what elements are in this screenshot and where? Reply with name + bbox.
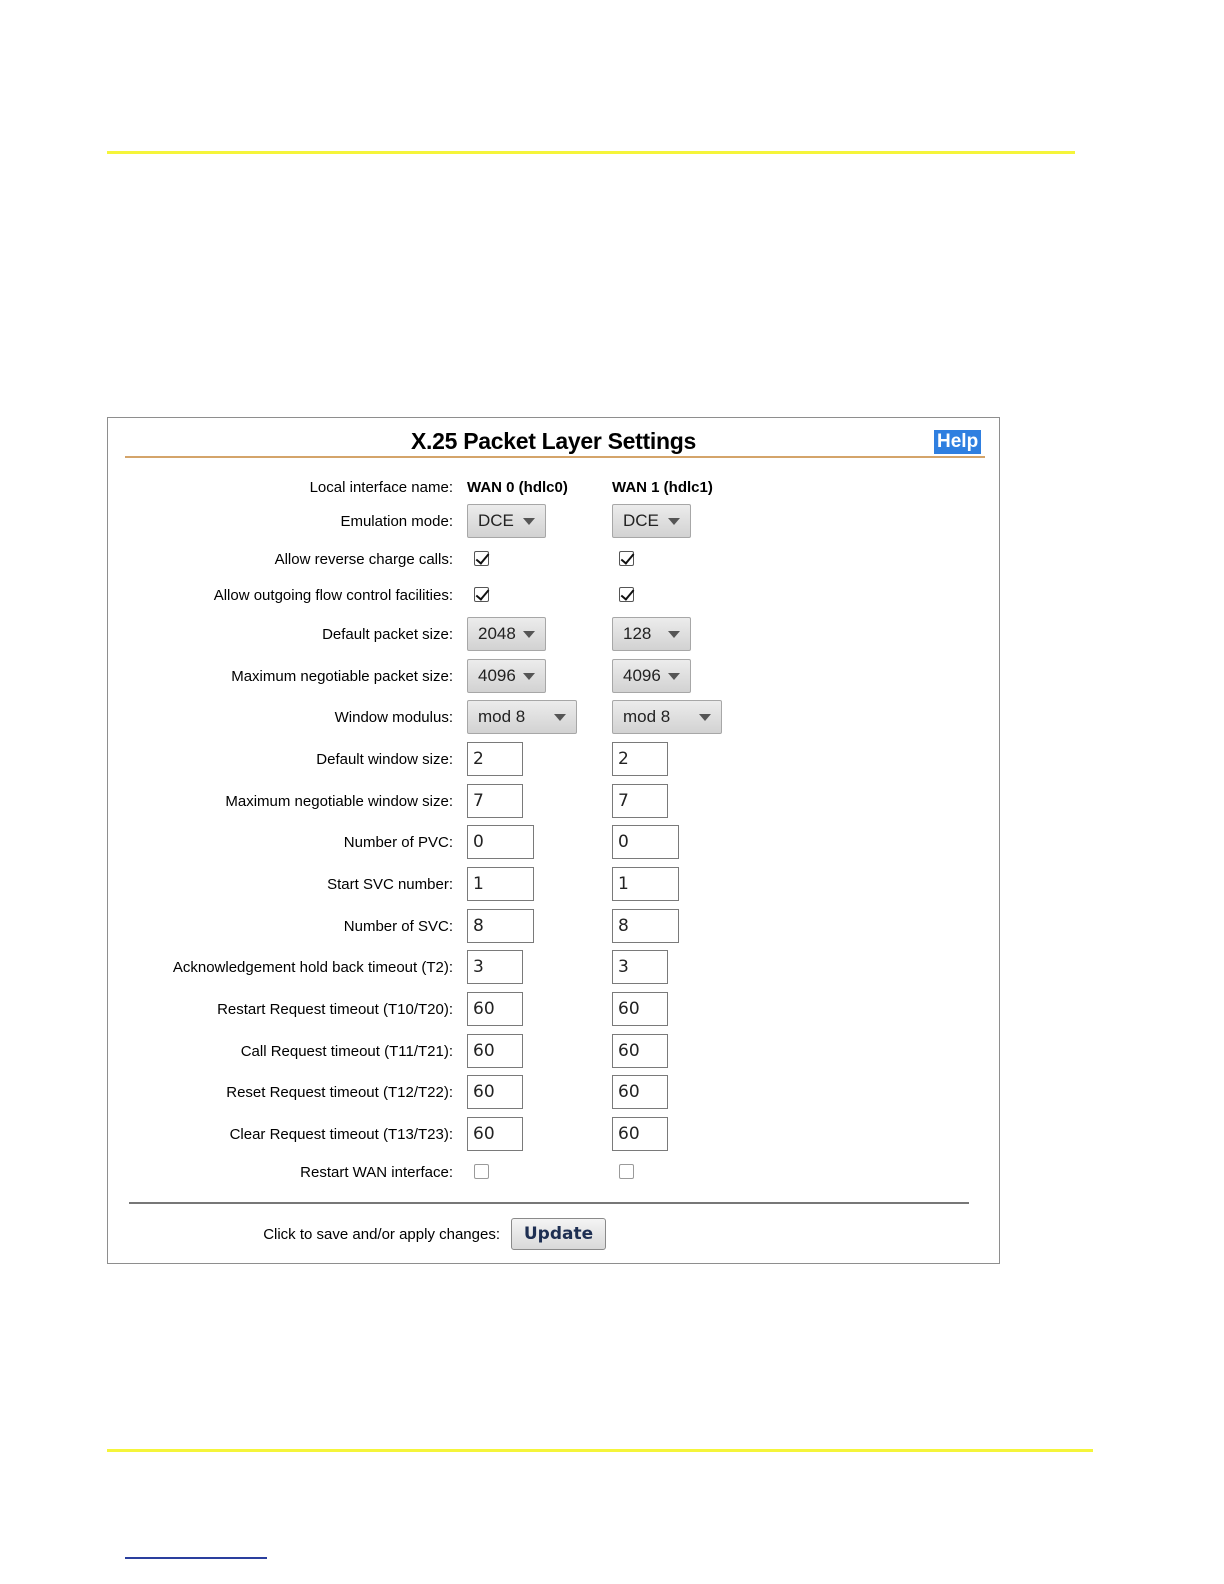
wan0-t11-input[interactable]: 60 bbox=[467, 1034, 523, 1068]
wan0-default-packet-value: 2048 bbox=[478, 624, 516, 643]
wan1-flow-control-checkbox[interactable] bbox=[619, 587, 634, 602]
label-start-svc: Start SVC number: bbox=[327, 876, 453, 893]
row-flow-control bbox=[108, 578, 999, 614]
row-emulation-mode bbox=[108, 504, 999, 540]
help-button[interactable]: Help bbox=[934, 430, 981, 454]
save-changes-label: Click to save and/or apply changes: bbox=[263, 1226, 500, 1243]
wan1-start-svc-input[interactable]: 1 bbox=[612, 867, 679, 901]
wan0-default-packet-select[interactable] bbox=[467, 617, 546, 651]
wan0-interface-name: WAN 0 (hdlc0) bbox=[467, 479, 568, 496]
label-t12-timeout: Reset Request timeout (T12/T22): bbox=[226, 1084, 453, 1101]
wan1-restart-checkbox[interactable] bbox=[619, 1164, 634, 1179]
wan1-emulation-value: DCE bbox=[623, 511, 659, 530]
wan0-start-svc-input[interactable]: 1 bbox=[467, 867, 534, 901]
wan0-max-packet-value: 4096 bbox=[478, 666, 516, 685]
row-default-packet-size bbox=[108, 617, 999, 653]
chevron-down-icon bbox=[699, 714, 711, 721]
row-number-of-svc bbox=[108, 909, 999, 945]
wan0-max-packet-select[interactable] bbox=[467, 659, 546, 693]
chevron-down-icon bbox=[523, 518, 535, 525]
x25-settings-panel bbox=[107, 417, 1000, 1264]
label-reverse-charge: Allow reverse charge calls: bbox=[274, 551, 453, 568]
footer-divider bbox=[129, 1202, 969, 1204]
row-max-window-size bbox=[108, 784, 999, 820]
wan1-default-packet-select[interactable] bbox=[612, 617, 691, 651]
wan0-max-window-input[interactable]: 7 bbox=[467, 784, 523, 818]
wan0-restart-checkbox[interactable] bbox=[474, 1164, 489, 1179]
label-max-window-size: Maximum negotiable window size: bbox=[225, 793, 453, 810]
label-emulation-mode: Emulation mode: bbox=[340, 513, 453, 530]
label-default-window-size: Default window size: bbox=[316, 751, 453, 768]
wan0-number-of-svc-input[interactable]: 8 bbox=[467, 909, 534, 943]
label-window-modulus: Window modulus: bbox=[334, 709, 453, 726]
wan1-window-modulus-select[interactable] bbox=[612, 700, 722, 734]
label-t11-timeout: Call Request timeout (T11/T21): bbox=[240, 1043, 453, 1060]
row-t11-timeout bbox=[108, 1034, 999, 1070]
wan0-emulation-select[interactable] bbox=[467, 504, 546, 538]
row-default-window-size bbox=[108, 742, 999, 778]
row-t13-timeout bbox=[108, 1117, 999, 1153]
row-t12-timeout bbox=[108, 1075, 999, 1111]
wan0-t13-input[interactable]: 60 bbox=[467, 1117, 523, 1151]
wan1-t11-input[interactable]: 60 bbox=[612, 1034, 668, 1068]
label-t10-timeout: Restart Request timeout (T10/T20): bbox=[217, 1001, 453, 1018]
wan0-window-modulus-value: mod 8 bbox=[478, 707, 526, 726]
row-t10-timeout bbox=[108, 992, 999, 1028]
label-number-of-pvc: Number of PVC: bbox=[343, 834, 453, 851]
row-start-svc bbox=[108, 867, 999, 903]
chevron-down-icon bbox=[668, 518, 680, 525]
wan0-t2-input[interactable]: 3 bbox=[467, 950, 523, 984]
label-t2-timeout: Acknowledgement hold back timeout (T2): bbox=[172, 959, 453, 976]
wan1-t12-input[interactable]: 60 bbox=[612, 1075, 668, 1109]
wan0-emulation-value: DCE bbox=[478, 511, 514, 530]
wan1-max-window-input[interactable]: 7 bbox=[612, 784, 668, 818]
update-button[interactable]: Update bbox=[511, 1218, 606, 1250]
wan1-interface-name: WAN 1 (hdlc1) bbox=[612, 479, 713, 496]
row-reverse-charge bbox=[108, 542, 999, 578]
chevron-down-icon bbox=[523, 631, 535, 638]
wan1-number-of-svc-input[interactable]: 8 bbox=[612, 909, 679, 943]
wan0-reverse-charge-checkbox[interactable] bbox=[474, 551, 489, 566]
wan0-t10-input[interactable]: 60 bbox=[467, 992, 523, 1026]
page-footer-rule bbox=[107, 1449, 1093, 1452]
chevron-down-icon bbox=[668, 673, 680, 680]
wan0-default-window-input[interactable]: 2 bbox=[467, 742, 523, 776]
label-flow-control: Allow outgoing flow control facilities: bbox=[213, 587, 453, 604]
chevron-down-icon bbox=[554, 714, 566, 721]
wan1-reverse-charge-checkbox[interactable] bbox=[619, 551, 634, 566]
row-number-of-pvc bbox=[108, 825, 999, 861]
row-interface-name bbox=[108, 470, 999, 506]
label-t13-timeout: Clear Request timeout (T13/T23): bbox=[229, 1126, 453, 1143]
wan1-emulation-select[interactable] bbox=[612, 504, 691, 538]
label-default-packet-size: Default packet size: bbox=[322, 626, 453, 643]
wan1-default-window-input[interactable]: 2 bbox=[612, 742, 668, 776]
wan1-t10-input[interactable]: 60 bbox=[612, 992, 668, 1026]
wan1-default-packet-value: 128 bbox=[623, 624, 652, 643]
page-header-rule bbox=[107, 151, 1075, 154]
panel-title: X.25 Packet Layer Settings bbox=[411, 428, 696, 454]
chevron-down-icon bbox=[668, 631, 680, 638]
row-restart-wan bbox=[108, 1155, 999, 1191]
wan0-window-modulus-select[interactable] bbox=[467, 700, 577, 734]
wan1-max-packet-select[interactable] bbox=[612, 659, 691, 693]
wan0-flow-control-checkbox[interactable] bbox=[474, 587, 489, 602]
row-window-modulus bbox=[108, 700, 999, 736]
footnote-rule bbox=[125, 1557, 267, 1559]
label-number-of-svc: Number of SVC: bbox=[343, 918, 453, 935]
wan1-number-of-pvc-input[interactable]: 0 bbox=[612, 825, 679, 859]
wan1-t2-input[interactable]: 3 bbox=[612, 950, 668, 984]
wan1-max-packet-value: 4096 bbox=[623, 666, 661, 685]
wan0-t12-input[interactable]: 60 bbox=[467, 1075, 523, 1109]
wan0-number-of-pvc-input[interactable]: 0 bbox=[467, 825, 534, 859]
row-max-packet-size bbox=[108, 659, 999, 695]
label-interface-name: Local interface name: bbox=[309, 479, 453, 496]
label-max-packet-size: Maximum negotiable packet size: bbox=[231, 668, 453, 685]
label-restart-wan: Restart WAN interface: bbox=[300, 1164, 453, 1181]
title-divider bbox=[125, 456, 985, 458]
wan1-t13-input[interactable]: 60 bbox=[612, 1117, 668, 1151]
chevron-down-icon bbox=[523, 673, 535, 680]
wan1-window-modulus-value: mod 8 bbox=[623, 707, 671, 726]
row-t2-timeout bbox=[108, 950, 999, 986]
